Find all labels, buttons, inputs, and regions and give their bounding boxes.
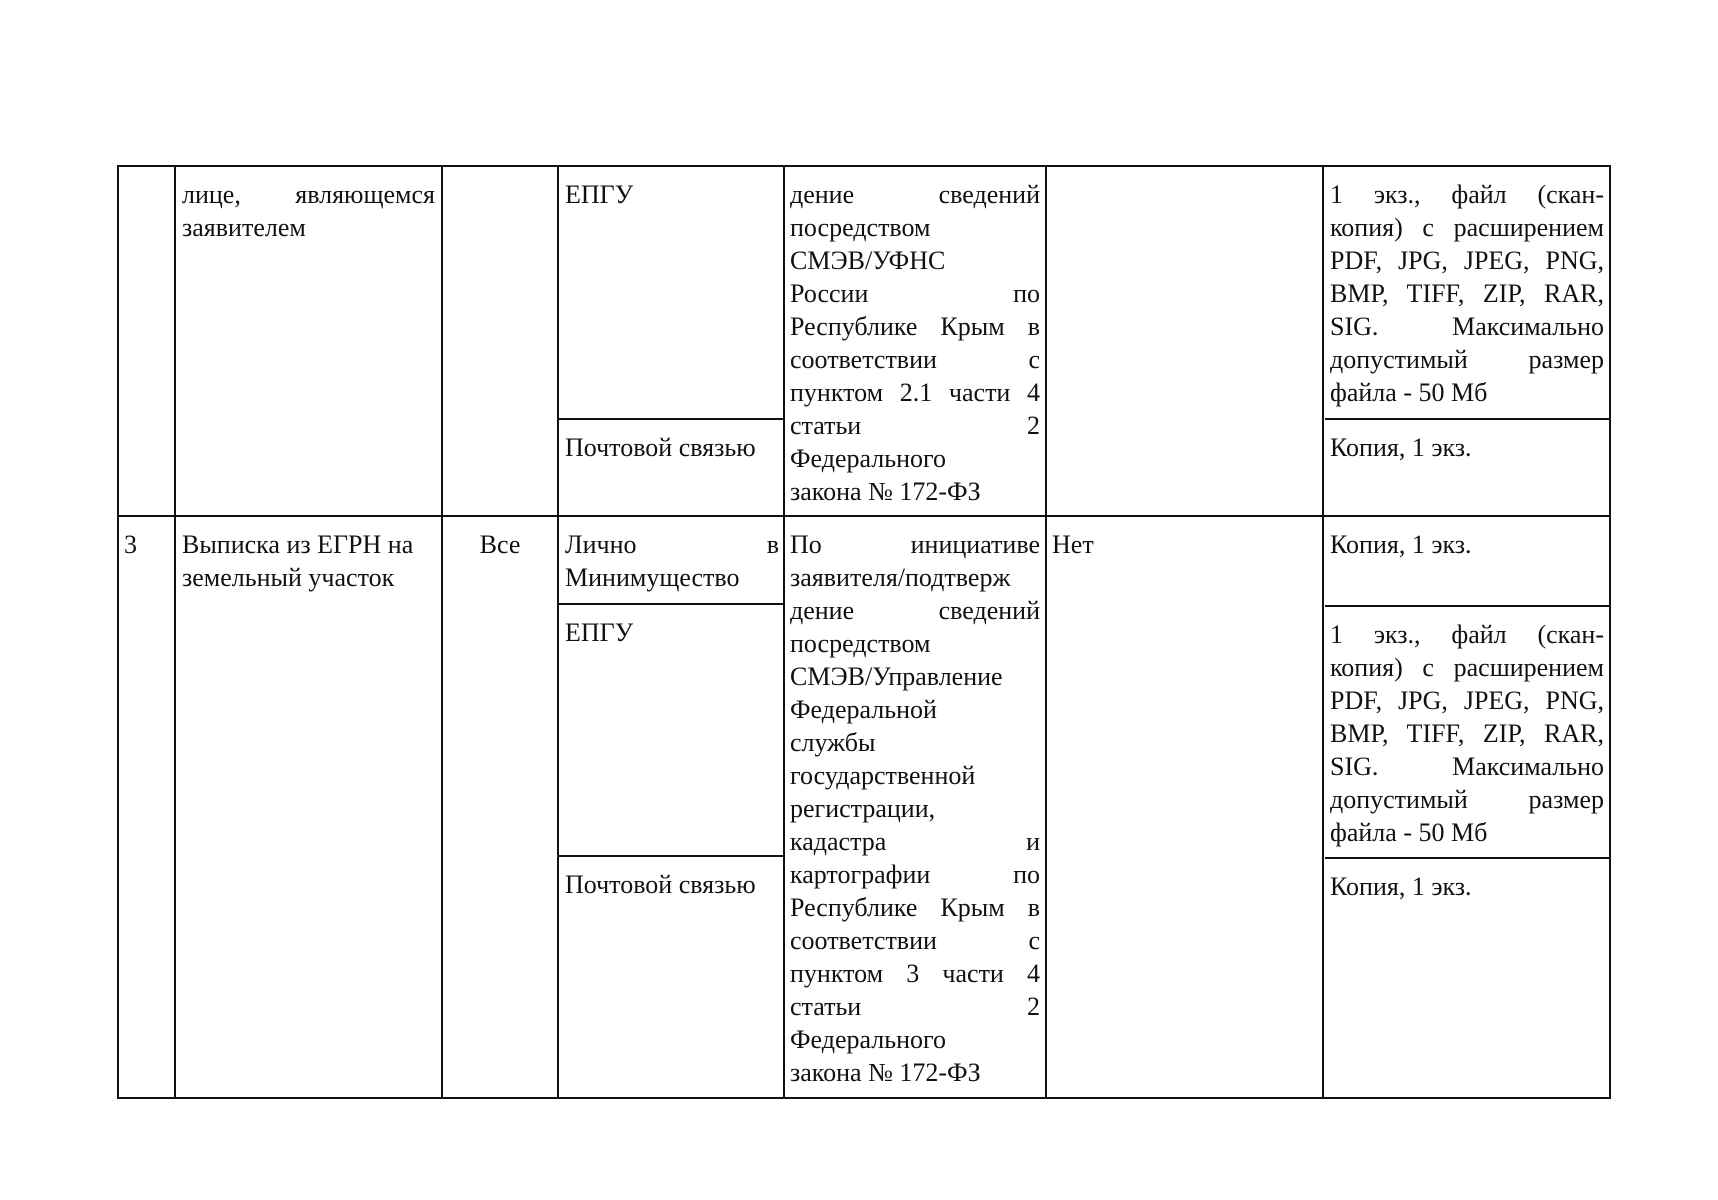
cell-line: PDF, JPG, JPEG, PNG, <box>1330 246 1604 275</box>
cell-line: копия) с расширением <box>1330 213 1604 242</box>
cell-line: Федерального <box>790 444 947 473</box>
cell-line: дение сведений <box>790 596 1040 625</box>
cell-line: службы <box>790 728 876 757</box>
channel-in-person <box>565 528 779 594</box>
cell-line: пунктом 3 части 4 <box>790 959 1040 988</box>
cell-line: Копия, 1 экз. <box>1330 872 1472 901</box>
cell-line: Лично в <box>565 530 779 559</box>
cell-line: Федеральной <box>790 695 937 724</box>
cell-line: BMP, TIFF, ZIP, RAR, <box>1330 719 1604 748</box>
applicant-category-cell: Все <box>479 530 521 559</box>
cell-line: копия) с расширением <box>1330 653 1604 682</box>
channel-epgu <box>565 178 779 211</box>
cell-line: закона № 172-ФЗ <box>790 1058 981 1087</box>
cell-line: ЕПГУ <box>565 618 634 647</box>
cell-line: Федерального <box>790 1025 947 1054</box>
cell-line: PDF, JPG, JPEG, PNG, <box>1330 686 1604 715</box>
cell-line: государственной <box>790 761 976 790</box>
cell-line: допустимый размер <box>1330 345 1604 374</box>
format-cell-epgu <box>1330 618 1604 849</box>
cell-line: Почтовой связью <box>565 433 756 462</box>
cell-line: SIG. Максимально <box>1330 752 1604 781</box>
cell-line: кадастра и <box>790 827 1040 856</box>
format-cell-in-person <box>1330 528 1604 561</box>
cell-line: допустимый размер <box>1330 785 1604 814</box>
cell-line: заявителем <box>182 213 306 242</box>
basis-cell <box>790 528 1040 1089</box>
cell-word: лице, <box>182 180 241 209</box>
document-name-cell <box>182 178 435 244</box>
channel-epgu <box>565 616 779 649</box>
format-cell-post <box>1330 870 1604 903</box>
cell-line: ЕПГУ <box>565 180 634 209</box>
format-cell-epgu <box>1330 178 1604 409</box>
cell-line: Копия, 1 экз. <box>1330 433 1472 462</box>
cell-line: BMP, TIFF, ZIP, RAR, <box>1330 279 1604 308</box>
cell-line: Республике Крым в <box>790 312 1040 341</box>
channel-post <box>565 431 779 464</box>
row-number: 3 <box>124 530 137 559</box>
cell-line: соответствии с <box>790 926 1040 955</box>
cell-line: соответствии с <box>790 345 1040 374</box>
cell-line: Минимущество <box>565 563 740 592</box>
cell-line: картографии по <box>790 860 1040 889</box>
cell-line: посредством <box>790 213 931 242</box>
cell-line: регистрации, <box>790 794 936 823</box>
cell-line: СМЭВ/УФНС <box>790 246 946 275</box>
cell-line: Выписка из ЕГРН на <box>182 530 414 559</box>
cell-line: посредством <box>790 629 931 658</box>
cell-line: Республике Крым в <box>790 893 1040 922</box>
cell-line: 1 экз., файл (скан- <box>1330 620 1604 649</box>
cell-line: Копия, 1 экз. <box>1330 530 1472 559</box>
cell-line: статьи 2 <box>790 992 1040 1021</box>
cell-word: являющемся <box>295 180 435 209</box>
cell-line: заявителя/подтверж <box>790 563 1011 592</box>
cell-line: 1 экз., файл (скан- <box>1330 180 1604 209</box>
basis-cell <box>790 178 1040 508</box>
cell-line: файла - 50 Мб <box>1330 378 1488 407</box>
cell-line: SIG. Максимально <box>1330 312 1604 341</box>
cell-line: России по <box>790 279 1040 308</box>
cell-line: По инициативе <box>790 530 1040 559</box>
cell-line: СМЭВ/Управление <box>790 662 1003 691</box>
channel-post <box>565 868 779 901</box>
document-name-cell <box>182 528 435 594</box>
cell-line: Почтовой связью <box>565 870 756 899</box>
cell-line: закона № 172-ФЗ <box>790 477 981 506</box>
refusal-cell: Нет <box>1052 530 1094 559</box>
cell-line: статьи 2 <box>790 411 1040 440</box>
cell-line: земельный участок <box>182 563 395 592</box>
format-cell-post <box>1330 431 1604 464</box>
cell-line: дение сведений <box>790 180 1040 209</box>
cell-line: пунктом 2.1 части 4 <box>790 378 1040 407</box>
cell-line: файла - 50 Мб <box>1330 818 1488 847</box>
